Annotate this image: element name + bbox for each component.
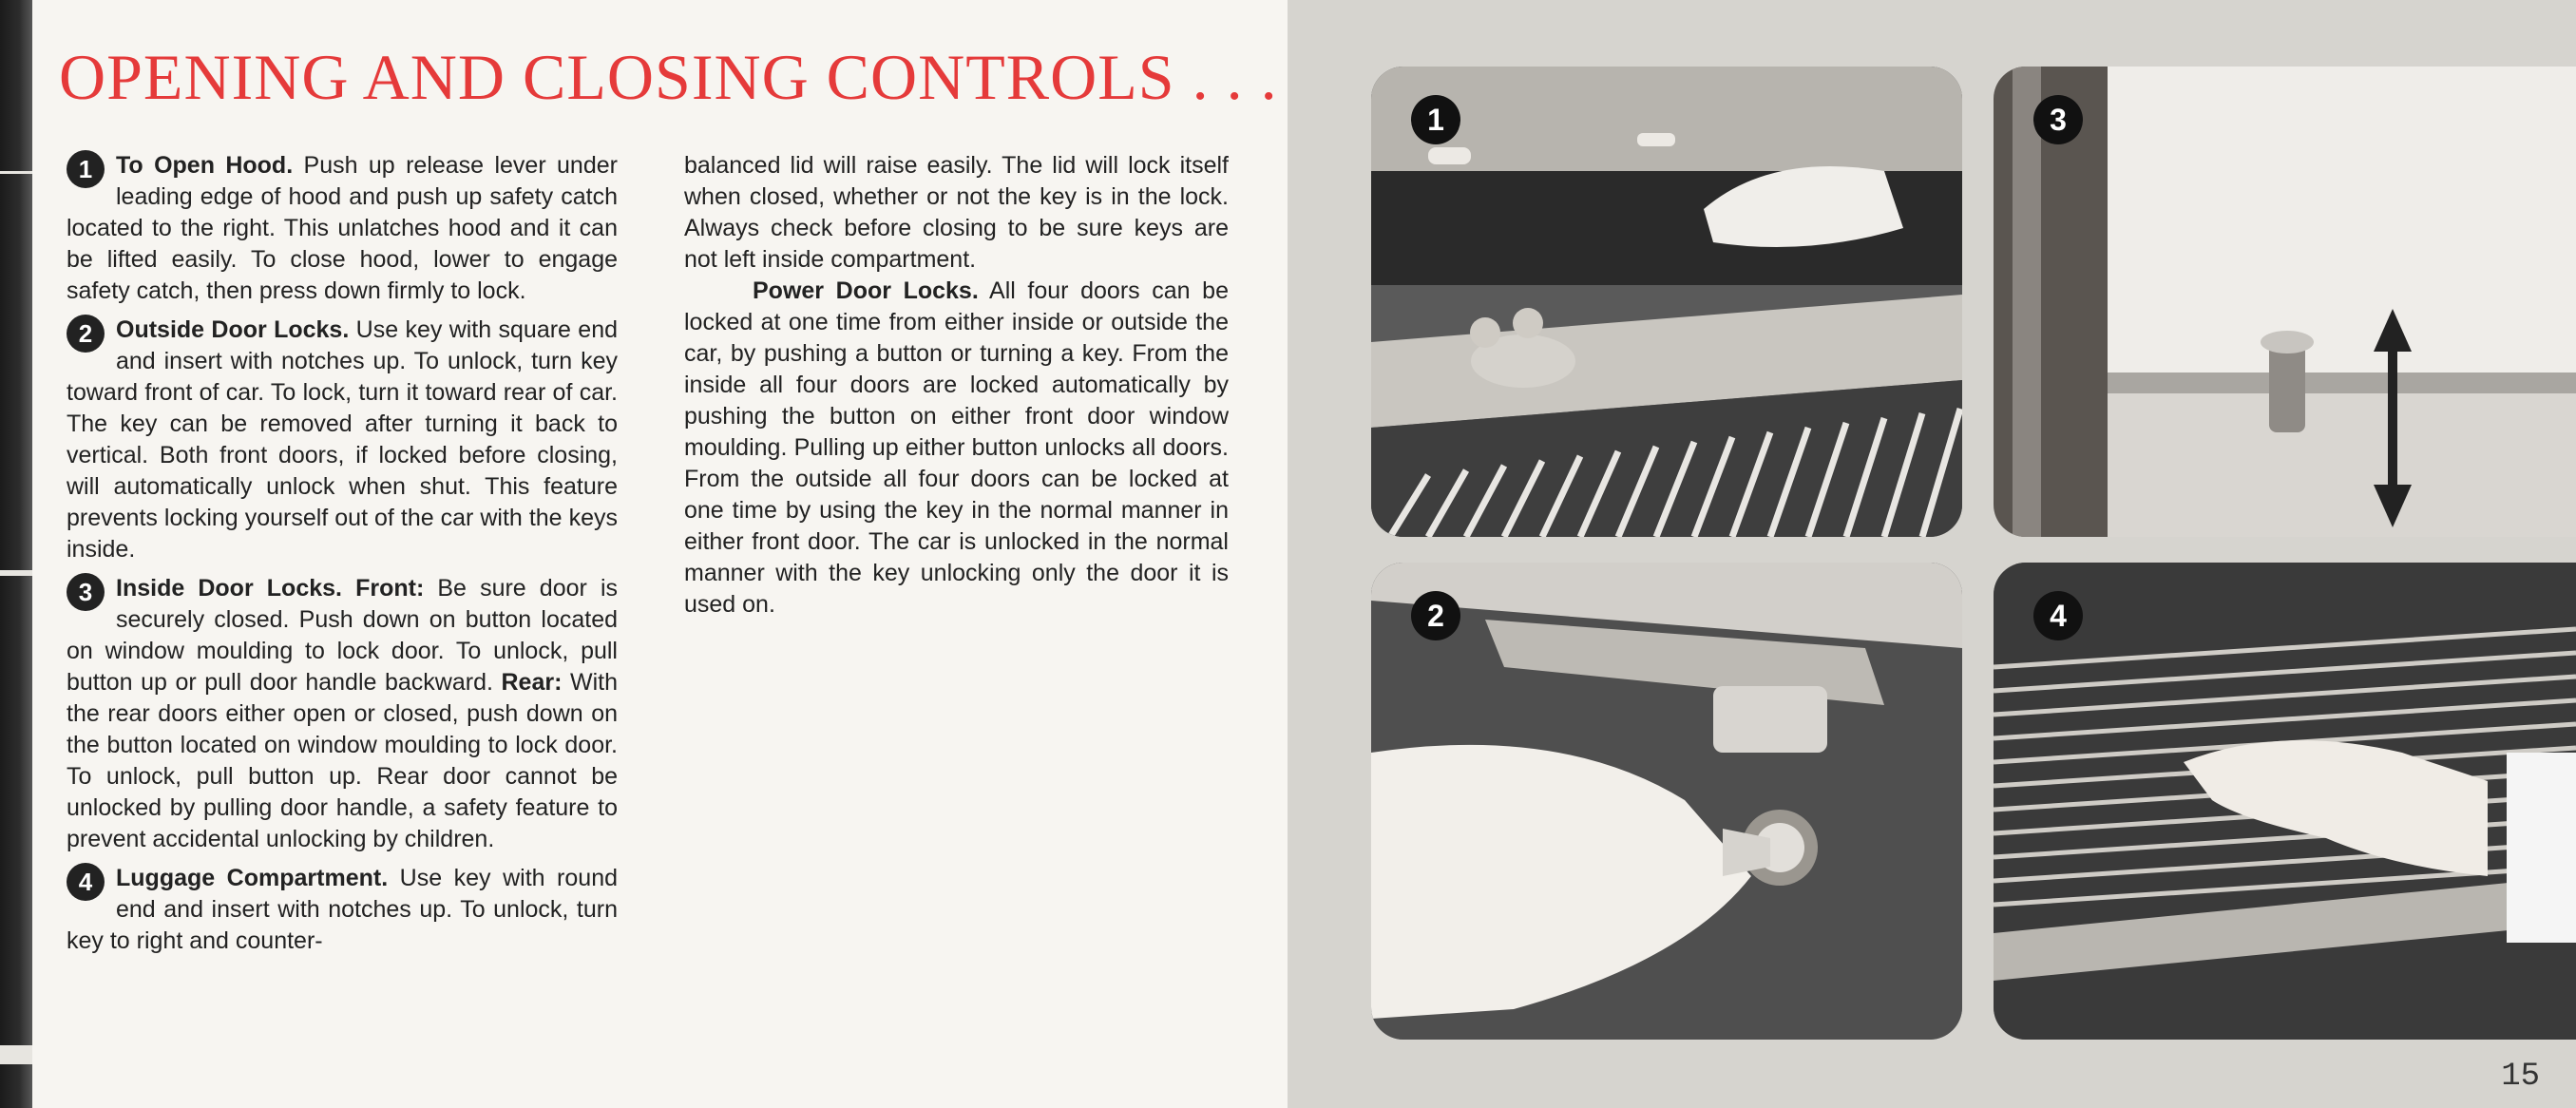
section-open-hood (67, 150, 618, 307)
section-heading: To Open Hood. (116, 152, 294, 179)
photo-badge-4: 4 (2033, 591, 2083, 640)
left-page-edge (0, 0, 32, 1108)
right-page (1288, 0, 2576, 1108)
edge-mark (0, 570, 32, 576)
step-number-3: 3 (67, 573, 105, 611)
step-number-1: 1 (67, 150, 105, 188)
outside-lock-photo-illustration (1371, 563, 1962, 1040)
section-body: Be sure door is securely closed. Push down on button located on window moulding to lock door. To unlock, pull button up or pull door handle backward. (67, 575, 619, 696)
page-number: 15 (2501, 1059, 2540, 1095)
photo-badge-3: 3 (2033, 95, 2083, 144)
luggage-photo-illustration (1994, 563, 2576, 1040)
door-lock-photo-illustration (1994, 67, 2576, 537)
photo-outside-door-lock (1371, 563, 1962, 1040)
edge-mark (0, 1045, 32, 1064)
section-luggage-compartment (67, 863, 618, 957)
section-heading: Luggage Compartment. (116, 865, 389, 891)
page-title: OPENING AND CLOSING CONTROLS . . . (59, 41, 1278, 113)
photo-badge-2: 2 (1411, 591, 1460, 640)
section-body: With the rear doors either open or closed, push down on the button located on window moulding to lock door. To unlock, pull button up. Rear door cannot be unlocked by pulling door handle, a safety feature to prevent accidental unlocking by children. (67, 669, 618, 852)
section-power-door-locks (684, 276, 1229, 621)
rear-label: Rear: (501, 669, 563, 696)
section-outside-door-locks (67, 315, 618, 565)
photo-inside-door-lock (1994, 67, 2576, 537)
section-body: Push up release lever under leading edge of hood and push up safety catch located to the right. This unlatches hood and it can be lifted easily. To close hood, lower to engage safety catch, then press down firmly to lock. (67, 152, 618, 304)
step-number-4: 4 (67, 863, 105, 901)
section-heading: Outside Door Locks. (116, 316, 350, 343)
photo-badge-1: 1 (1411, 95, 1460, 144)
section-body: All four doors can be locked at one time from either inside or outside the car, by pushing a button or turning a key. From the inside all four doors are locked automatically by pushing the button on either front door window moulding. Pulling up either button unlocks all doors. From the outside all four doors can be locked at one time by using the key in the normal manner in either front door. The car is unlocked in the normal manner with the key unlocking only the door it is used on. (684, 277, 1229, 618)
text-column-left (67, 150, 618, 957)
text-column-right (684, 150, 1229, 621)
section-heading: Power Door Locks. (753, 277, 979, 304)
step-number-2: 2 (67, 315, 105, 353)
photo-luggage-compartment (1994, 563, 2576, 1040)
photo-hood-release (1371, 67, 1962, 537)
edge-mark (0, 171, 32, 174)
section-heading: Inside Door Locks. Front: (116, 575, 425, 602)
luggage-continued: balanced lid will raise easily. The lid will lock itself when closed, whether or not the key is in the lock. Always check before closing to be sure keys are not left inside compartment. (684, 152, 1229, 273)
section-inside-door-locks (67, 573, 618, 855)
section-body: Use key with round end and insert with notches up. To unlock, turn key to right and counter- (67, 865, 618, 954)
section-body: Use key with square end and insert with notches up. To unlock, turn key toward front of car. To lock, turn it toward rear of car. The key can be removed after turning it back to vertical. Both front doors, if locked before closing, will automatically unlock when shut. This feature prevents locking yourself out of the car with the keys inside. (67, 316, 619, 563)
hood-photo-illustration (1371, 67, 1962, 537)
